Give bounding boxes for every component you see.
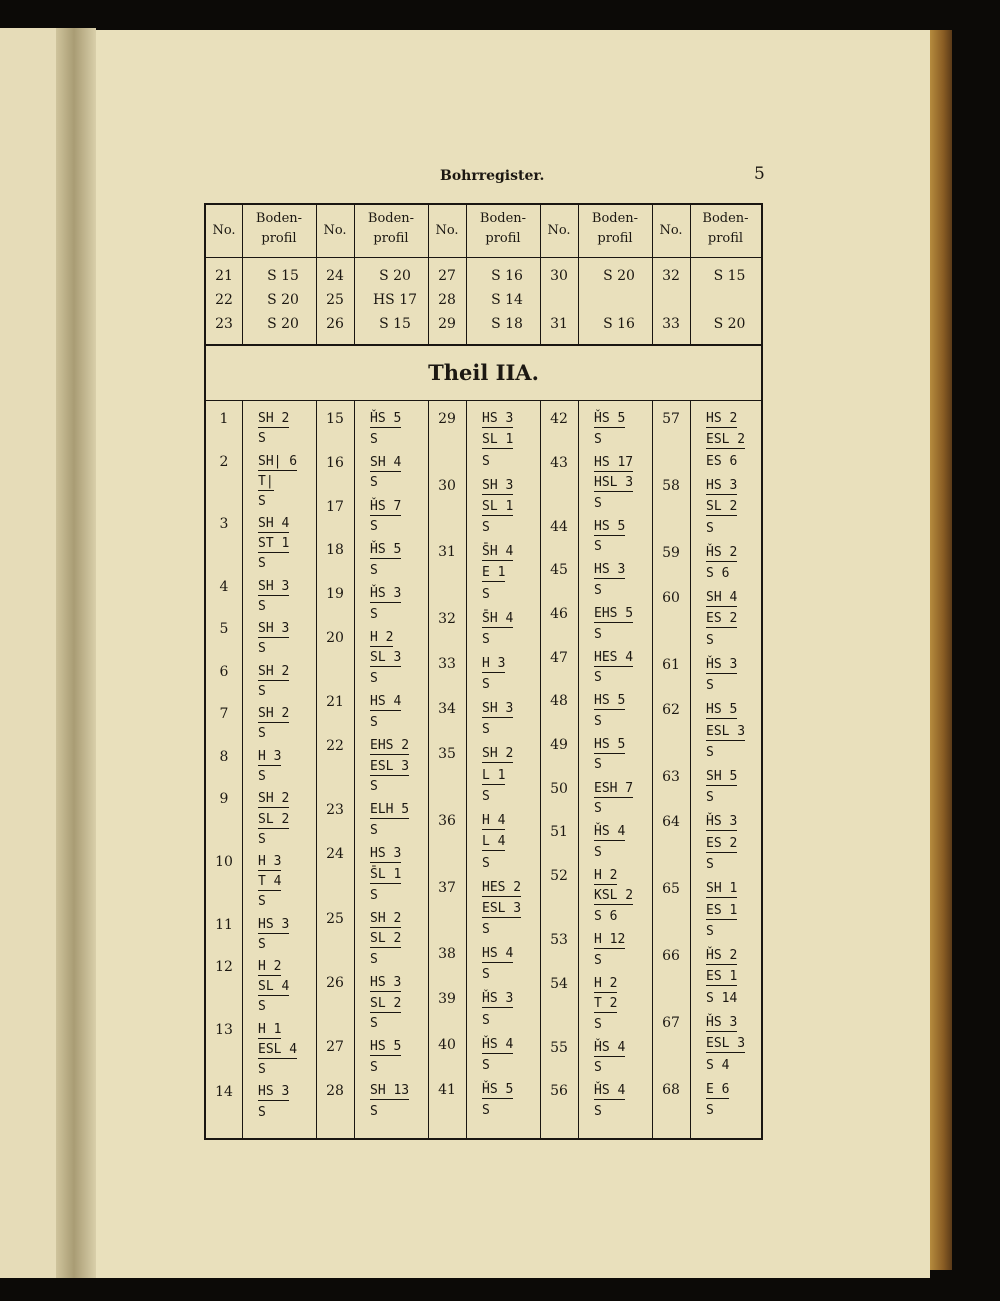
profile-line: SH 1 <box>706 881 738 897</box>
column-rule <box>690 401 691 1138</box>
row-number: 21 <box>215 268 233 284</box>
row-number: 23 <box>326 802 344 819</box>
header-profile-line2: profil <box>707 231 744 246</box>
profile-line: S <box>258 1061 266 1077</box>
profile-line: HES 4 <box>594 649 634 665</box>
row-number: 13 <box>215 1021 233 1038</box>
header-profile-line2: profil <box>261 231 297 246</box>
profile-line: SH 2 <box>370 910 402 926</box>
row-number: 28 <box>326 1083 344 1100</box>
profile-line: S <box>370 671 378 687</box>
profile-line: EHS 2 <box>370 738 410 754</box>
profile-line: SH 3 <box>482 477 514 493</box>
profile-line: S <box>594 626 602 642</box>
profile-line: SH 4 <box>258 516 290 532</box>
profile-line: S <box>482 855 490 871</box>
row-number: 26 <box>326 316 344 332</box>
header-profile <box>690 209 761 249</box>
profile-line: S 6 <box>706 566 730 582</box>
profile-line: S <box>594 757 602 773</box>
profile-line: S <box>482 789 490 805</box>
row-number: 44 <box>550 518 568 535</box>
row-number: 37 <box>438 879 456 896</box>
profile-line: S <box>594 1016 602 1032</box>
column-rule <box>540 401 541 1138</box>
profile-line: S <box>482 1057 490 1073</box>
profile-line: E 1 <box>482 565 506 581</box>
profile-line: SL 2 <box>370 995 402 1011</box>
profile-line: ESL 3 <box>370 758 410 774</box>
profile-line: S <box>482 1103 490 1119</box>
profile-line: S <box>258 641 266 657</box>
profile-line: SH 2 <box>258 706 290 722</box>
profile-line: S <box>706 924 714 940</box>
row-number: 41 <box>438 1081 456 1098</box>
row-number: 53 <box>550 931 568 948</box>
row-number: 64 <box>662 814 680 831</box>
profile-line: ES 1 <box>706 969 738 985</box>
row-number: 63 <box>662 769 680 785</box>
profile-line: S <box>482 586 490 602</box>
profile-value: S 15 <box>713 268 746 284</box>
row-number: 30 <box>438 477 456 494</box>
profile-line: ȞS 4 <box>482 1036 514 1052</box>
profile-line: S 4 <box>706 1057 730 1073</box>
row-number: 67 <box>662 1014 680 1031</box>
profile-line: HS 5 <box>594 736 626 752</box>
row-number: 43 <box>550 454 568 471</box>
profile-line: ȞS 5 <box>482 1081 514 1097</box>
profile-value: S 20 <box>267 316 299 332</box>
profile-value: S 20 <box>713 316 746 332</box>
profile-line: S <box>258 999 266 1015</box>
header-profile-line1: Boden- <box>255 211 303 226</box>
row-number: 59 <box>662 544 680 561</box>
profile-line: S <box>706 520 714 536</box>
profile-line: HS 5 <box>594 693 626 709</box>
profile-line: HS 5 <box>594 518 626 534</box>
profile-line: SH 4 <box>706 590 738 605</box>
row-number: 49 <box>550 736 568 753</box>
profile-line: S <box>706 678 714 694</box>
header-no: No. <box>659 223 683 238</box>
header-profile-line1: Boden- <box>367 211 415 226</box>
row-number: 25 <box>326 292 344 308</box>
profile-line: HS 3 <box>258 1084 290 1100</box>
profile-line: SL 2 <box>258 811 290 827</box>
profile-line: SL 4 <box>258 979 290 995</box>
profile-line: EHS 5 <box>594 606 634 622</box>
profile-line: ȞS 3 <box>706 1014 738 1030</box>
row-number: 19 <box>326 586 344 603</box>
profile-line: S̄L 1 <box>370 866 402 882</box>
profile-line: ES 1 <box>706 902 738 918</box>
profile-line: S <box>258 1104 266 1120</box>
row-number: 42 <box>550 411 568 427</box>
row-number: 30 <box>550 268 568 284</box>
row-number: 9 <box>219 791 229 808</box>
header-no: No. <box>435 223 459 238</box>
profile-line: SH 2 <box>258 663 290 679</box>
profile-line: HES 2 <box>482 879 522 895</box>
profile-line: HS 5 <box>706 702 738 718</box>
row-number: 65 <box>662 881 680 898</box>
row-number: 38 <box>438 946 456 963</box>
profile-line: HS 3 <box>482 411 514 426</box>
row-number: 56 <box>550 1083 568 1100</box>
page-edge <box>930 30 952 1270</box>
profile-line: ȞS 3 <box>706 814 738 830</box>
header-profile-line2: profil <box>597 231 633 246</box>
profile-line: S <box>594 1060 602 1076</box>
header-no: No. <box>323 223 347 238</box>
profile-line: S̄H 4 <box>482 610 514 626</box>
profile-line: ES 6 <box>706 453 738 469</box>
row-number: 58 <box>662 477 680 494</box>
profile-line: S <box>706 632 714 648</box>
column-rule <box>354 401 355 1138</box>
row-number: 29 <box>438 316 456 332</box>
profile-line: S <box>482 1012 490 1028</box>
section-title: Theil IIA. <box>428 360 539 385</box>
profile-line: H 3 <box>482 655 506 671</box>
row-number: 8 <box>219 748 229 765</box>
row-number: 68 <box>662 1081 680 1098</box>
profile-line: S <box>594 495 602 511</box>
row-number: 14 <box>215 1084 233 1101</box>
header-profile-line2: profil <box>485 231 521 246</box>
profile-value: HS 17 <box>372 292 418 308</box>
profile-line: S <box>594 801 602 817</box>
column-rule <box>428 401 429 1138</box>
profile-line: S <box>258 831 266 847</box>
profile-line: T| <box>258 473 274 489</box>
row-number: 20 <box>326 629 344 646</box>
row-number: 21 <box>326 694 344 711</box>
row-number: 31 <box>438 544 456 561</box>
row-number: 46 <box>550 606 568 623</box>
profile-line: ES 2 <box>706 835 738 851</box>
row-number: 6 <box>219 663 229 680</box>
profile-line: S <box>482 520 490 536</box>
profile-line: S <box>258 431 266 447</box>
row-number: 47 <box>550 649 568 666</box>
row-number: 50 <box>550 780 568 797</box>
profile-line: S <box>258 894 266 910</box>
profile-line: L 1 <box>482 767 506 783</box>
row-number: 32 <box>662 268 680 284</box>
profile-line: S <box>594 670 602 686</box>
profile-line: H 2 <box>258 959 282 975</box>
row-number: 5 <box>219 621 229 638</box>
profile-line: HS 3 <box>258 916 290 932</box>
row-number: 22 <box>215 292 233 308</box>
book-gutter <box>56 28 96 1278</box>
row-number: 33 <box>438 655 456 672</box>
row-number: 3 <box>219 516 229 533</box>
profile-line: S <box>482 967 490 983</box>
profile-line: S <box>706 790 714 806</box>
section-rule <box>206 344 761 346</box>
header-profile-line1: Boden- <box>591 211 639 226</box>
row-number: 34 <box>438 701 456 718</box>
profile-line: S <box>370 1016 378 1032</box>
profile-line: ESL 4 <box>258 1041 298 1057</box>
profile-line: S <box>370 714 378 730</box>
profile-line: S <box>258 493 266 509</box>
row-number: 25 <box>326 910 344 927</box>
profile-line: S <box>258 726 266 742</box>
row-number: 35 <box>438 746 456 763</box>
row-number: 27 <box>438 268 456 284</box>
row-number: 32 <box>438 610 456 627</box>
profile-line: S 14 <box>706 990 738 1006</box>
profile-line: S <box>594 952 602 968</box>
profile-value: S 20 <box>603 268 635 284</box>
page-number: 5 <box>754 164 765 184</box>
profile-line: SH 2 <box>482 746 514 762</box>
profile-line: ȞS 3 <box>370 586 402 602</box>
profile-line: ST 1 <box>258 536 290 552</box>
row-number: 33 <box>662 316 680 332</box>
column-rule <box>578 401 579 1138</box>
profile-line: SH 13 <box>370 1083 410 1099</box>
profile-line: S <box>594 844 602 860</box>
profile-line: SH 5 <box>706 769 738 784</box>
profile-line: S <box>370 951 378 967</box>
profile-line: S <box>594 1103 602 1119</box>
profile-line: SH 2 <box>258 791 290 807</box>
row-number: 61 <box>662 656 680 673</box>
row-number: 26 <box>326 975 344 992</box>
row-number: 7 <box>219 706 229 723</box>
profile-line: SL 1 <box>482 498 514 514</box>
profile-line: S <box>482 453 490 469</box>
profile-line: ESL 3 <box>482 900 522 916</box>
profile-line: E 6 <box>706 1081 730 1097</box>
header-profile <box>578 209 652 249</box>
row-number: 36 <box>438 812 456 829</box>
row-number: 31 <box>550 316 568 332</box>
header-profile-line1: Boden- <box>702 211 749 226</box>
row-number: 18 <box>326 542 344 559</box>
profile-line: S 6 <box>594 908 618 924</box>
profile-line: SH 3 <box>482 701 514 717</box>
profile-line: ESL 3 <box>706 1036 746 1052</box>
row-number: 45 <box>550 562 568 579</box>
profile-line: S <box>370 606 378 622</box>
row-number: 1 <box>219 411 229 427</box>
profile-line: ȞS 4 <box>594 824 626 840</box>
row-number: 29 <box>438 411 456 427</box>
profile-line: L 4 <box>482 834 506 850</box>
profile-line: S <box>370 475 378 491</box>
profile-line: HS 4 <box>370 694 402 710</box>
profile-line: HS 4 <box>482 946 514 962</box>
profile-line: S <box>370 519 378 535</box>
profile-line: S <box>706 1103 714 1119</box>
profile-line: HS 3 <box>594 562 626 578</box>
row-number: 28 <box>438 292 456 308</box>
row-number: 11 <box>215 916 233 933</box>
profile-line: H 3 <box>258 854 282 870</box>
profile-line: S <box>258 598 266 614</box>
profile-line: S <box>370 779 378 795</box>
profile-line: ȞS 3 <box>482 991 514 1007</box>
profile-line: ESL 3 <box>706 723 746 739</box>
profile-line: SL 2 <box>370 931 402 947</box>
profile-line: S <box>258 683 266 699</box>
profile-value: S 16 <box>491 268 523 284</box>
profile-line: S <box>482 722 490 738</box>
column-rule <box>242 401 243 1138</box>
profile-line: SH 4 <box>370 454 402 470</box>
profile-line: S <box>370 1060 378 1076</box>
profile-line: H 2 <box>594 975 618 991</box>
bohrregister-table <box>204 203 763 1140</box>
row-number: 39 <box>438 991 456 1008</box>
profile-line: HS 2 <box>706 411 738 426</box>
profile-line: S <box>706 857 714 873</box>
profile-line: S <box>594 713 602 729</box>
row-number: 24 <box>326 268 344 284</box>
profile-line: T 4 <box>258 874 282 890</box>
section-rule-lower <box>206 400 761 401</box>
header-profile <box>466 209 540 249</box>
profile-line: S <box>482 922 490 938</box>
profile-value: S 16 <box>603 316 635 332</box>
header-no: No. <box>212 223 236 238</box>
row-number: 55 <box>550 1039 568 1056</box>
profile-line: ES 2 <box>706 611 738 627</box>
row-number: 52 <box>550 867 568 884</box>
profile-line: ȞS 5 <box>370 411 402 426</box>
profile-line: S <box>258 556 266 572</box>
profile-line: S <box>594 539 602 555</box>
profile-line: HS 17 <box>594 454 634 470</box>
header-profile-line1: Boden- <box>479 211 527 226</box>
header-profile <box>242 209 316 249</box>
profile-value: S 18 <box>491 316 523 332</box>
profile-line: ȞS 2 <box>706 544 738 560</box>
row-number: 15 <box>326 411 344 427</box>
profile-line: ȞS 3 <box>706 656 738 672</box>
profile-line: S <box>482 632 490 648</box>
profile-line: H 2 <box>370 629 394 645</box>
profile-line: ESH 7 <box>594 780 634 796</box>
profile-line: ELH 5 <box>370 802 410 818</box>
profile-line: S <box>370 887 378 903</box>
row-number: 2 <box>219 453 229 470</box>
profile-line: S <box>370 562 378 578</box>
profile-line: ȞS 4 <box>594 1083 626 1099</box>
profile-line: H 12 <box>594 931 626 947</box>
profile-line: S <box>258 936 266 952</box>
profile-line: HS 5 <box>370 1039 402 1055</box>
profile-line: SH 2 <box>258 411 290 426</box>
profile-line: SH 3 <box>258 621 290 637</box>
profile-line: SH| 6 <box>258 453 298 469</box>
profile-line: S <box>370 431 378 447</box>
row-number: 40 <box>438 1036 456 1053</box>
profile-line: ESL 2 <box>706 432 746 448</box>
profile-line: ȞS 2 <box>706 948 738 963</box>
profile-line: S <box>594 431 602 447</box>
row-number: 23 <box>215 316 233 332</box>
profile-line: H 1 <box>258 1021 282 1037</box>
profile-line: SL 2 <box>706 499 738 515</box>
profile-value: S 20 <box>267 292 299 308</box>
profile-line: HS 3 <box>370 975 402 991</box>
row-number: 60 <box>662 590 680 606</box>
row-number: 16 <box>326 454 344 471</box>
row-number: 54 <box>550 975 568 992</box>
row-number: 4 <box>219 578 229 595</box>
profile-line: SL 1 <box>482 432 514 448</box>
profile-value: S 14 <box>491 292 523 308</box>
profile-line: ȞS 7 <box>370 498 402 514</box>
profile-value: S 20 <box>379 268 411 284</box>
profile-line: HS 3 <box>370 846 402 862</box>
profile-line: S <box>594 583 602 598</box>
profile-line: S <box>706 745 714 761</box>
row-number: 22 <box>326 738 344 755</box>
profile-value: S 15 <box>379 316 411 332</box>
profile-line: S <box>258 769 266 784</box>
row-number: 51 <box>550 824 568 841</box>
profile-line: S <box>370 1103 378 1119</box>
profile-line: ȞS 4 <box>594 1039 626 1055</box>
header-no: No. <box>547 223 571 238</box>
header-rule <box>206 257 761 258</box>
profile-line: KSL 2 <box>594 888 634 904</box>
row-number: 57 <box>662 411 680 427</box>
profile-line: HS 3 <box>706 477 738 493</box>
row-number: 24 <box>326 846 344 863</box>
profile-line: SH 3 <box>258 578 290 594</box>
profile-value: S 15 <box>267 268 299 284</box>
row-number: 62 <box>662 702 680 719</box>
profile-line: HSL 3 <box>594 475 634 491</box>
profile-line: S̄H 4 <box>482 544 514 560</box>
facing-page <box>0 28 62 1278</box>
profile-line: S <box>482 677 490 693</box>
row-number: 12 <box>215 959 233 976</box>
header-profile-line2: profil <box>373 231 409 246</box>
profile-line: H 4 <box>482 812 506 828</box>
header-profile <box>354 209 428 249</box>
row-number: 17 <box>326 498 344 515</box>
profile-line: ȞS 5 <box>370 542 402 558</box>
profile-line: ȞS 5 <box>594 411 626 426</box>
profile-line: SL 3 <box>370 650 402 666</box>
row-number: 27 <box>326 1039 344 1056</box>
profile-line: T 2 <box>594 996 618 1012</box>
row-number: 10 <box>215 854 233 871</box>
running-head: Bohrregister. <box>440 168 545 184</box>
profile-line: S <box>370 823 378 839</box>
column-rule <box>466 401 467 1138</box>
row-number: 66 <box>662 948 680 964</box>
profile-line: H 3 <box>258 748 282 764</box>
profile-line: H 2 <box>594 867 618 883</box>
row-number: 48 <box>550 693 568 710</box>
